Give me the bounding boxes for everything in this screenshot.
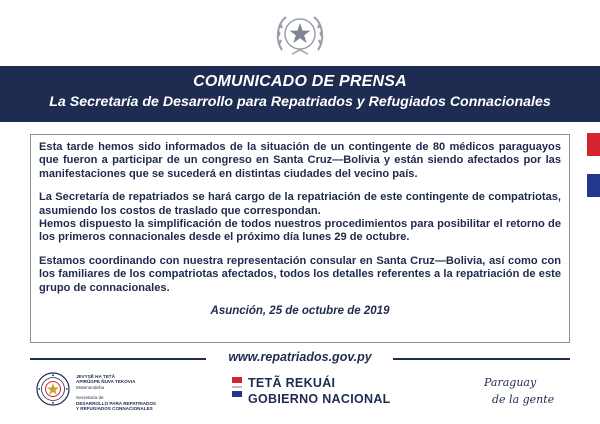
secretariat-line-3: Motenondeha	[76, 384, 105, 390]
notice-paragraph-2: La Secretaría de repatriados se hará cargo de la repatriación de este contingente de compatriotas, asumiendo los costos de traslado que correspondan.	[39, 191, 561, 217]
website-rule-right	[393, 358, 570, 360]
footer	[0, 368, 600, 424]
notice-paragraph-3: Hemos dispuesto la simplificación de todos nuestros procedimientos para posibilitar el retorno de los primeros connacionales desde el próximo día lunes 29 de octubre.	[39, 218, 561, 244]
government-line-1: TETÃ REKUÁI	[248, 376, 336, 390]
notice-dateline: Asunción, 25 de octubre de 2019	[210, 305, 390, 318]
website-line	[0, 350, 600, 366]
national-seal-icon	[272, 10, 328, 62]
press-release-title: COMUNICADO DE PRENSA	[193, 73, 407, 90]
brand-line-1: Paraguay	[484, 376, 537, 389]
press-release-banner	[0, 66, 600, 122]
secretariat-name	[76, 374, 196, 411]
notice-paragraph-4: Estamos coordinando con nuestra representación consular en Santa Cruz—Bolivia, así como con los familiares de los compatriotas afectados, todos los detalles referentes a la repatriación de este grupo de connacionales.	[39, 254, 561, 294]
secretariat-line-4: Secretaría de	[76, 395, 104, 401]
secretariat-line-1: JEVYSẼ HA TETÃ	[76, 374, 115, 379]
government-flag-icon	[232, 377, 242, 397]
government-line-2: GOBIERNO NACIONAL	[248, 392, 391, 406]
flag-stripe-red	[587, 133, 600, 156]
secretariat-line-2: APIRÛGPE ÑUVA TEKOVIA	[76, 379, 136, 385]
flag-stripe-blue	[587, 174, 600, 197]
national-government-logo	[232, 374, 412, 414]
secretariat-line-6: Y REFUGIADOS CONNACIONALES	[76, 406, 153, 412]
press-release-subtitle: La Secretaría de Desarrollo para Repatriados y Refugiados Connacionales	[49, 94, 551, 110]
secretariat-seal-icon	[36, 372, 70, 406]
notice-paragraph-1: Esta tarde hemos sido informados de la situación de un contingente de 80 médicos paraguayos que fueron a participar de un congreso en Santa Cruz—Bolivia y están siendo afectados por las manifestaciones que se sucederá en distintas ciudades del vecino país.	[39, 141, 561, 180]
paraguay-brand-logo	[470, 374, 560, 414]
website-link[interactable]: www.repatriados.gov.py	[228, 350, 372, 364]
notice-body	[30, 134, 570, 343]
brand-line-2: de la gente	[492, 393, 555, 406]
secretariat-line-5: DESARROLLO PARA REPATRIADOS	[76, 400, 156, 406]
